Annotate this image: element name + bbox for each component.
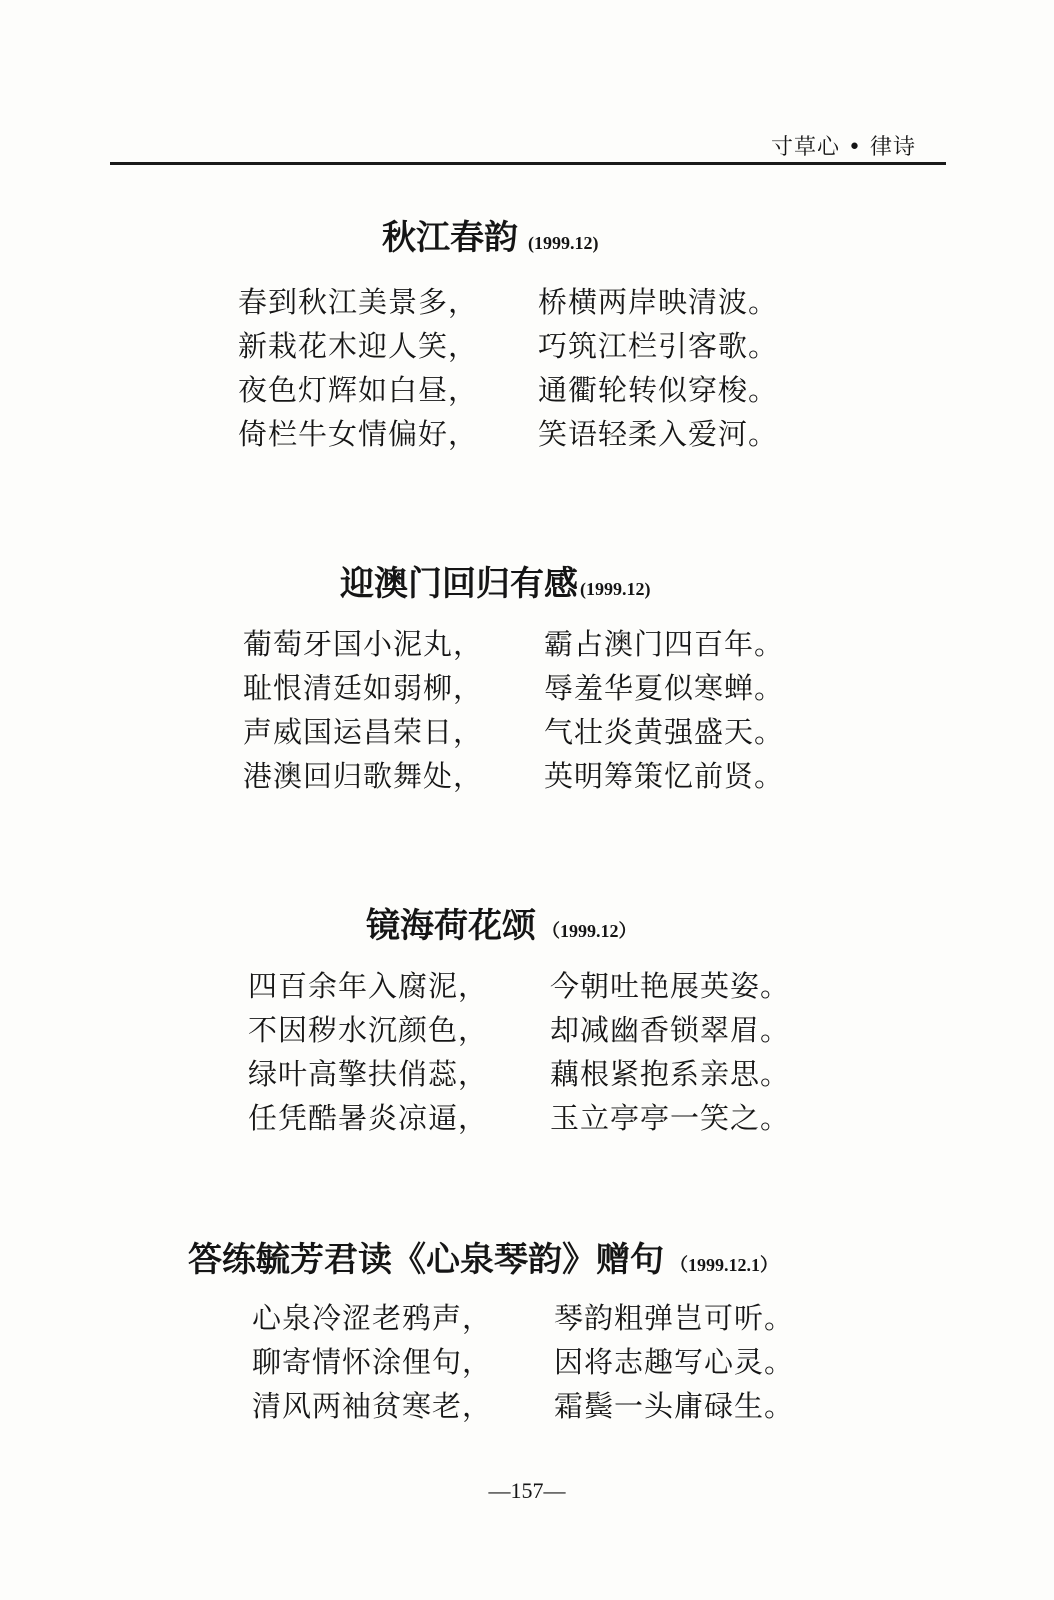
poem-line-right: 气壮炎黄强盛天。	[544, 715, 785, 749]
poem-line-left: 心泉冷涩老鸦声，	[252, 1301, 493, 1335]
poem-line-right: 藕根紧抱系亲思。	[550, 1057, 791, 1091]
poem-line-left: 四百余年入腐泥，	[248, 969, 489, 1003]
poem-line-right: 笑语轻柔入爱河。	[538, 417, 779, 451]
poem-date: （1999.12.1）	[670, 1255, 778, 1275]
poem-line-left: 绿叶高擎扶俏蕊，	[248, 1057, 489, 1091]
poem-heading	[340, 556, 651, 605]
poem-date: (1999.12)	[528, 233, 599, 253]
poem-line-right: 辱羞华夏似寒蝉。	[544, 671, 785, 705]
poem-line-right: 琴韵粗弹岂可听。	[554, 1301, 795, 1335]
poem-line-right: 因将志趣写心灵。	[554, 1345, 795, 1379]
poem-line-left: 夜色灯辉如白昼，	[238, 373, 479, 407]
poem-line-left: 港澳回归歌舞处，	[243, 759, 484, 793]
poem-line-left: 清风两袖贫寒老，	[252, 1389, 493, 1423]
poem-line-left: 聊寄情怀涂俚句，	[252, 1345, 493, 1379]
poem-heading	[382, 210, 599, 259]
poem-title: 迎澳门回归有感	[340, 564, 578, 604]
page-number: —157—	[488, 1478, 566, 1503]
running-header	[110, 128, 946, 165]
poem-line-right: 英明筹策忆前贤。	[544, 759, 785, 793]
poem-line-left: 不因秽水沉颜色，	[248, 1013, 489, 1047]
poem-date: （1999.12）	[542, 921, 637, 941]
poem-title: 秋江春韵	[382, 218, 518, 258]
poem-line-left: 新栽花木迎人笑，	[238, 329, 479, 363]
poem-line-right: 霸占澳门四百年。	[544, 627, 785, 661]
poem-title: 答练毓芳君读《心泉琴韵》赠句	[188, 1240, 664, 1280]
poem-line-right: 玉立亭亭一笑之。	[550, 1101, 791, 1135]
poem-line-right: 巧筑江栏引客歌。	[538, 329, 779, 363]
poem-date: (1999.12)	[580, 579, 651, 599]
poem-line-left: 声威国运昌荣日，	[243, 715, 484, 749]
poem-heading	[366, 898, 637, 947]
poem-line-right: 霜鬓一头庸碌生。	[554, 1389, 795, 1423]
poem-title: 镜海荷花颂	[366, 906, 536, 946]
poem-line-left: 葡萄牙国小泥丸，	[243, 627, 484, 661]
poem-line-right: 今朝吐艳展英姿。	[550, 969, 791, 1003]
poem-line-left: 耻恨清廷如弱柳，	[243, 671, 484, 705]
poem-line-left: 倚栏牛女情偏好，	[238, 417, 479, 451]
poem-line-left: 春到秋江美景多，	[238, 285, 479, 319]
running-header-title: 寸草心 • 律诗	[771, 135, 916, 160]
poem-heading	[188, 1232, 778, 1281]
poem-line-right: 桥横两岸映清波。	[538, 285, 779, 319]
poem-line-right: 通衢轮转似穿梭。	[538, 373, 779, 407]
poem-line-right: 却减幽香锁翠眉。	[550, 1013, 791, 1047]
poem-line-left: 任凭酷暑炎凉逼，	[248, 1101, 489, 1135]
